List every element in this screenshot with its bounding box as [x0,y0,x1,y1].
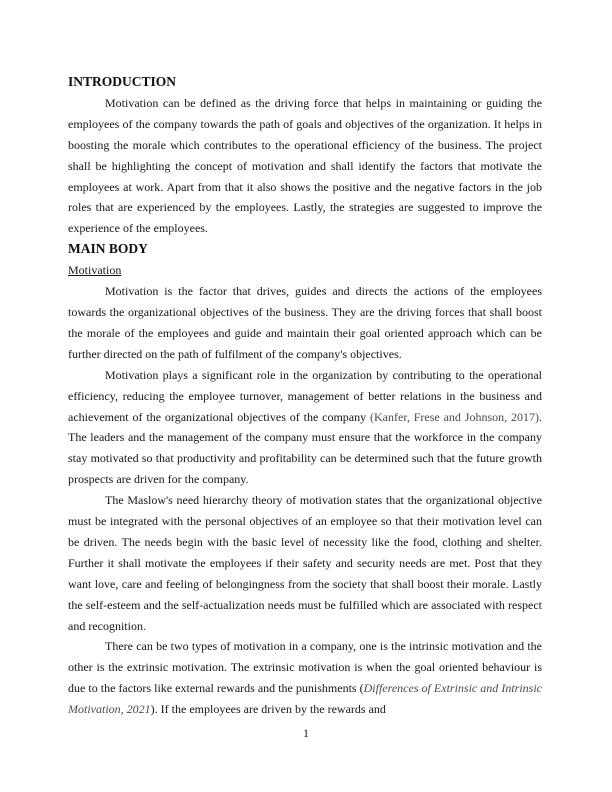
citation-kanfer-frese-johnson: (Kanfer, Frese and Johnson, 2017) [370,409,539,424]
subheading-motivation: Motivation [68,263,122,278]
page-content [68,72,542,720]
paragraph-text: Motivation plays a significant role in the organization by contributing to the operational efficiency, reducing the employee turnover, management of better relations in the business and achievement of the organizational objectives of the company [68,367,542,424]
paragraph-motivation-types [68,636,542,720]
paragraph-text: . The leaders and the management of the company must ensure that the workforce in the company stay motivated so that productivity and profitability can be determined such that the future growth prospects are driven for the company. [68,409,542,487]
page-number: 1 [303,726,309,740]
paragraph-text: ). If the employees are driven by the rewards and [150,702,386,717]
paragraph-text: Motivation can be defined as the driving force that helps in maintaining or guiding the employees of the company towards the path of goals and objectives of the organization. It helps in boosting the morale which contributes to the operational efficiency of the business. The project shall be highlighting the concept of motivation and shall identify the factors that motivate the employees at work. Apart from that it also shows the positive and the negative factors in the job roles that are experienced by the employees. Lastly, the strategies are suggested to improve the experience of the employees. [68,95,542,236]
paragraph-introduction [68,93,542,239]
heading-main-body: MAIN BODY [68,241,148,257]
heading-introduction: INTRODUCTION [68,74,177,89]
paragraph-text: The Maslow's need hierarchy theory of motivation states that the organizational objective must be integrated with the personal objectives of an employee so that their motivation level can be driven. The needs begin with the basic level of necessity like the food, clothing and shelter. Further it shall motivate the employees if their safety and security needs are met. Post that they want love, care and feeling of belongingness from the society that shall boost their morale. Lastly the self-esteem and the self-actualization needs must be fulfilled which are associated with respect and recognition. [68,493,542,633]
citation-differences-extrinsic-intrinsic: Differences of Extrinsic and Intrinsic Motivation, 2021 [68,681,542,717]
paragraph-motivation-significance [68,365,542,490]
paragraph-text: There can be two types of motivation in a company, one is the intrinsic motivation and the other is the extrinsic motivation. The extrinsic motivation is when the goal oriented behaviour is due to the factors like external rewards and the punishments ( [68,639,542,696]
paragraph-text: Motivation is the factor that drives, guides and directs the actions of the employees towards the organizational objectives of the business. They are the driving forces that shall boost the morale of the employees and guide and maintain their goal oriented approach which can be further directed on the path of fulfilment of the company's objectives. [68,284,542,361]
paragraph-motivation-definition [68,281,542,365]
paragraph-maslow-theory [68,490,542,636]
